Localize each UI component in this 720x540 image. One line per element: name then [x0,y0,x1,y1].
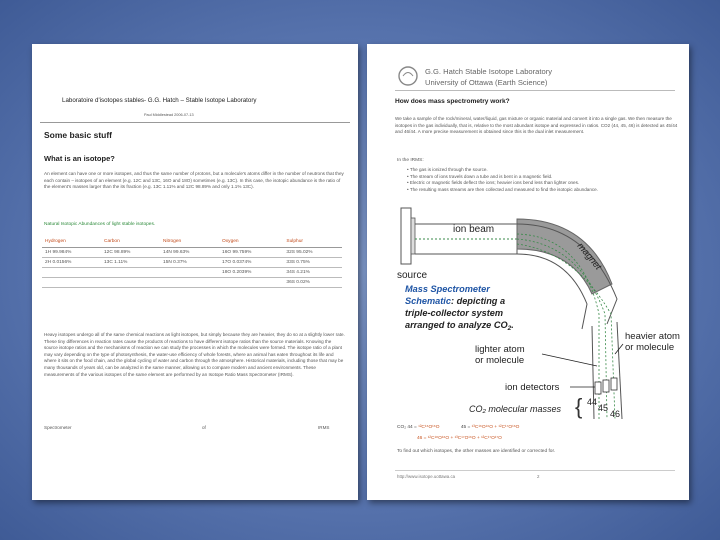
detector-cup-46 [611,378,617,390]
table-cell: 33S 0.75% [283,258,342,268]
table-cell [160,278,219,288]
table-cell: 17O 0.0374% [219,258,283,268]
magnet-label: magnet [574,240,604,273]
eq-44-label: CO₂ 44 = [397,425,417,430]
heavier-label-line1: heavier atom [625,331,680,342]
schematic-text: : depicting a [450,296,506,306]
bullet-list [401,167,677,193]
bullet-item: • The resulting mass streams are then collected and measured to find the isotopic abundance. [407,186,599,192]
intro-paragraph: An element can have one or more isotopes, and thus the same number of protons, but a molecule's atoms differ in the number of neutrons that they each contain – isotopes of an element (e.g. 12C and 13C, 16O and 18O) sometimes (e.g. 13C). In this case, the isotopic abundance is the ratio of the element's masses larger than the its fraction (e.g. 13C 1.11% and 12C 98.89% and only 1.1% 13C). [44,171,344,190]
tube-wall-right [617,322,622,419]
header-title: Laboratoire d'isotopes stables- G.G. Hatch – Stable Isotope Laboratory [62,97,257,104]
in-irms-label: In the IRMS: [397,158,424,163]
page-title: How does mass spectrometry work? [395,98,510,105]
table-header-row [42,236,342,248]
mass-45: 45 [598,403,609,413]
bullet-item: • The gas is ionized through the source. [407,167,488,172]
footer-page-number: 2 [537,474,540,479]
lighter-label-line2: or molecule [475,355,525,366]
table-caption: Natural Isotopic Abundances of light stable isotopes. [44,222,156,227]
lab-name-line1: G.G. Hatch Stable Isotope Laboratory [425,67,553,76]
footer-divider [395,470,675,471]
schematic-text: . [511,320,514,330]
body-paragraph: Heavy isotopes undergo all of the same chemical reactions as light isotopes, but simply because they are heavier, they do so at a slightly lower rate. These tiny differences in reaction rates cause the products of reactions to have different isotope ratios than the source materials. Knowing the source isotope ratios and the mechanisms of reaction we can study the processes in which the molecules were formed. The isotope ratio of a plant may vary depending on the type of photosynthesis, the water-use efficiency of whole forests, where an animal has eaten throughout its life and where it sits on the food chain, and the global cycling of water and carbon through the atmosphere. Historical materials, including those that may be many thousands of years old, can be analyzed in the same manner, allowing us to compare modern and ancient environments. These measurements of the various isotopes of the same element are performed by an Isotope Ratio Mass Spectrometer (IRMS). [44,332,345,377]
header-divider [40,122,350,123]
isotope-table [42,236,342,288]
table-header: Carbon [101,236,160,248]
table-cell [101,278,160,288]
lighter-label-line1: lighter atom [475,344,525,355]
source-label: source [397,270,428,281]
table-cell [42,268,101,278]
intro-paragraph: We take a sample of the rock/mineral, water/liquid, gas mixture or organic material and convert it into a single gas. We then measure the isotopes in the gas individually, that is, relative to the most abundant isotope and expressed in ratios. CO2 (44, 45, 46) is detected as 45/44 and 46/44. A more precise measurement is obtained since this is the dual inlet measurement. [395,116,678,135]
schematic-title-line4 [405,320,514,332]
co2-masses-label: CO₂ molecular masses [469,404,561,414]
table-row [42,248,342,258]
schematic-word: Schematic [405,296,451,306]
lighter-pointer [542,354,597,366]
table-cell: 18O 0.2039% [219,268,283,278]
footer-right: IRMS [318,425,330,430]
schematic-title-line3: triple-collector system [405,308,504,318]
equation-line-2: 46 = ¹²C¹⁸O¹⁶O + ¹³C¹⁷O¹⁶O + ¹²C¹⁷O¹⁷O [417,436,502,441]
table-header: Oxygen [219,236,283,248]
bullet-text: The stream of ions travels down a tube and is bent in a magnetic field. [409,173,553,179]
table-cell: 12C 98.89% [101,248,160,258]
table-header: Hydrogen [42,236,101,248]
table-row [42,268,342,278]
university-logo-icon [397,65,419,87]
table-cell [160,268,219,278]
magnet-shape [517,219,612,294]
lab-name-line2: University of Ottawa (Earth Science) [425,78,548,87]
table-header: Sulphur [283,236,342,248]
schematic-title-line2 [405,296,505,306]
header-divider [395,90,675,91]
source-plate [411,218,415,254]
table-cell: 15N 0.37% [160,258,219,268]
mass-46: 46 [610,409,621,419]
header-author: Paul Middlestead 2006-07-13 [144,113,194,117]
detector-cup-45 [603,380,609,392]
bullet-text: Electric or magnetic fields deflect the ions; heavier ions bend less than lighter ones. [409,180,580,186]
source-box [401,208,411,264]
table-cell: 1H 99.984% [42,248,101,258]
mass-44: 44 [587,397,598,407]
footer-mid: of [202,425,206,430]
document-page-right [367,44,689,500]
document-page-left [32,44,358,500]
footer-left: Spectrometer [44,425,72,430]
eq-45-formula: ¹³C¹⁶O¹⁶O + ¹²C¹⁷O¹⁶O [471,425,520,430]
section-title: Some basic stuff [44,130,113,140]
schematic-subscript: 2 [507,325,512,332]
table-cell [42,278,101,288]
table-cell [101,268,160,278]
table-cell: 2H 0.0156% [42,258,101,268]
heavier-label-line2: or molecule [625,342,675,353]
bullet-text: The gas is ionized through the source. [409,167,488,172]
table-cell: 32S 95.02% [283,248,342,258]
table-row [42,258,342,268]
eq-44-formula: ¹²C¹⁶O¹⁶O [418,425,440,430]
subsection-title: What is an isotope? [44,154,115,163]
table-cell: 36S 0.02% [283,278,342,288]
table-cell: 14N 99.63% [160,248,219,258]
table-cell [219,278,283,288]
footer-url: http://www.isotope.uottawa.ca [397,474,456,479]
ion-beam-label: ion beam [453,224,495,235]
equation-line-1 [397,425,519,430]
table-cell: 16O 99.759% [219,248,283,258]
eq-45-label: 45 = [460,425,471,430]
bullet-item: • Electric or magnetic fields deflect the ions; heavier ions bend less than lighter ones. [407,180,580,186]
mass-brace: { [575,394,583,419]
detector-cup-44 [595,382,601,394]
table-row [42,278,342,288]
schematic-title-line1: Mass Spectrometer [405,284,490,294]
table-cell: 13C 1.11% [101,258,160,268]
schematic-text: arranged to analyze CO [405,320,508,330]
note-text: To find out which isotopes, the other masses are identified or corrected for. [397,449,556,454]
bullet-item: • The stream of ions travels down a tube and is bent in a magnetic field. [407,173,553,179]
mass-spectrometer-diagram [367,204,689,424]
table-cell: 34S 4.21% [283,268,342,278]
bullet-text: The resulting mass streams are then collected and measured to find the isotopic abundance. [409,186,599,192]
table-header: Nitrogen [160,236,219,248]
ion-detectors-label: ion detectors [505,382,560,393]
